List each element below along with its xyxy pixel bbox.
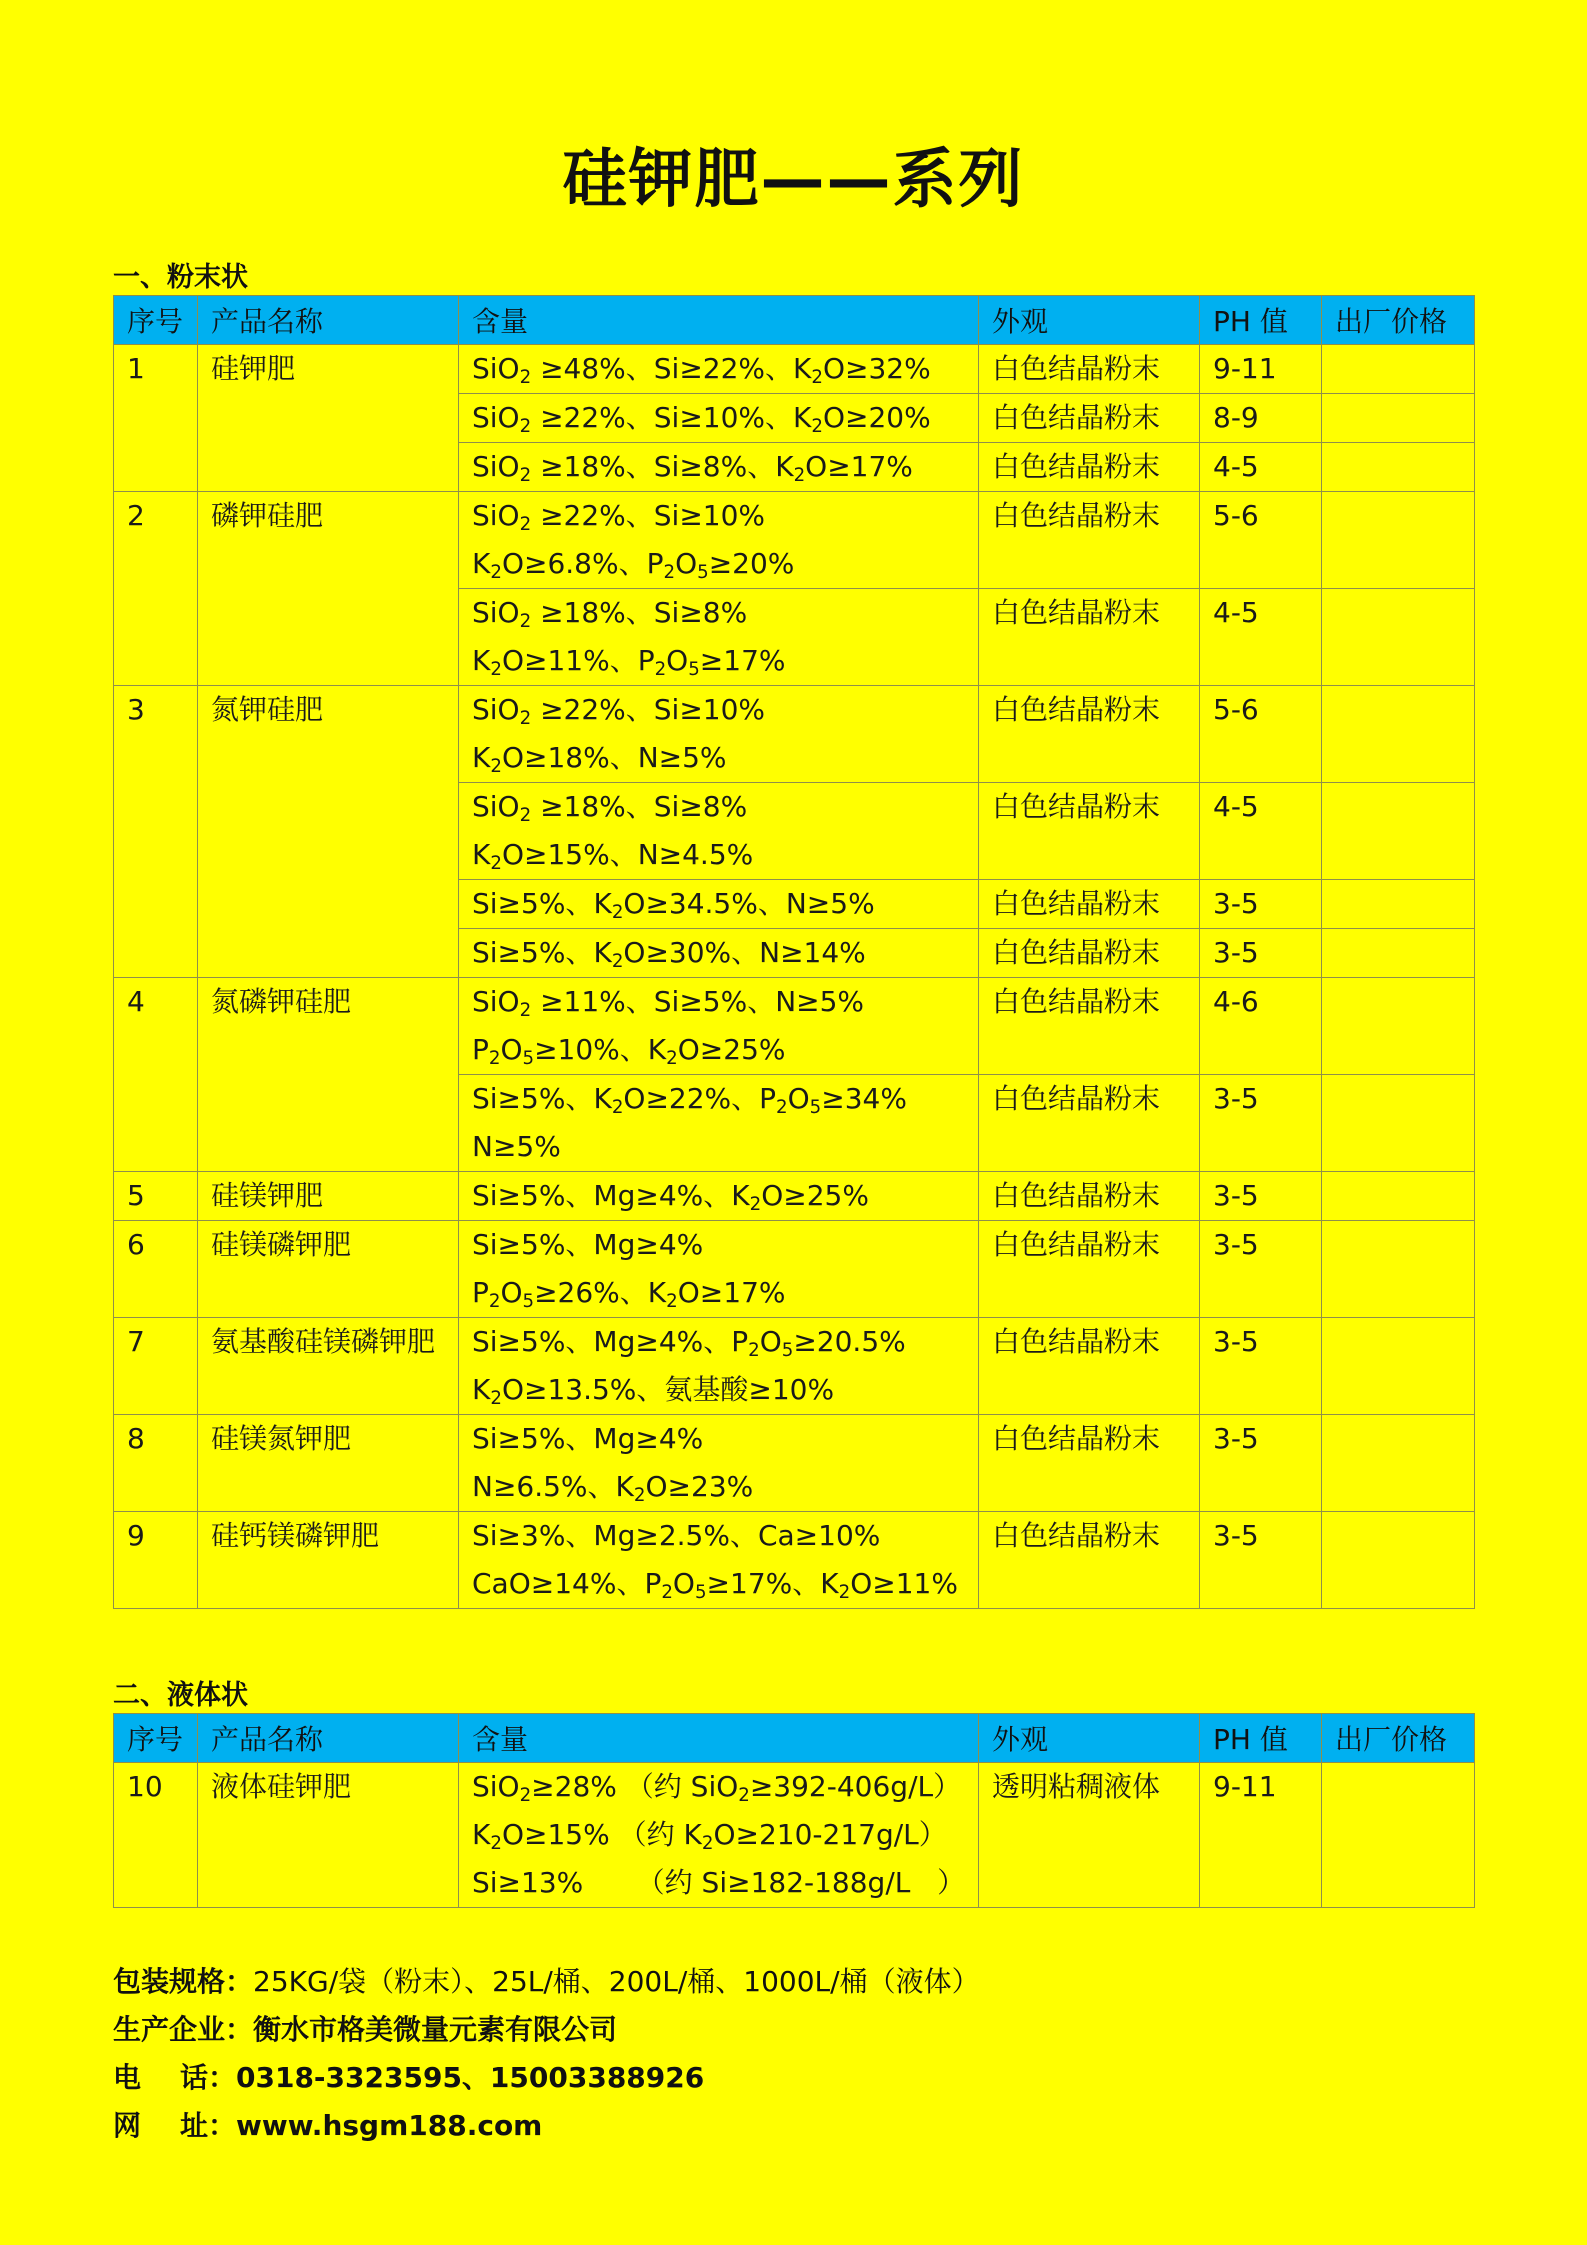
powder-products-table: [113, 295, 1475, 1609]
cell-ph: 8-9: [1200, 394, 1322, 443]
liquid-products-table: [113, 1713, 1475, 1908]
cell-product-name: 硅钾肥: [198, 345, 459, 492]
header-appearance: 外观: [979, 1714, 1200, 1763]
cell-price: [1322, 1221, 1475, 1318]
cell-appearance: 白色结晶粉末: [979, 880, 1200, 929]
header-product-name: 产品名称: [198, 296, 459, 345]
cell-content: Si≥5%、Mg≥4% $P_2O_5\ge 26\%$、$K_2O\ge 17\%$: [459, 1221, 979, 1318]
cell-price: [1322, 589, 1475, 686]
table-row: [114, 1512, 1475, 1609]
cell-price: [1322, 1415, 1475, 1512]
cell-ph: 3-5: [1200, 1415, 1322, 1512]
header-product-name: 产品名称: [198, 1714, 459, 1763]
company-label: 生产企业：: [113, 2013, 254, 2046]
cell-price: [1322, 978, 1475, 1075]
cell-ph: 5-6: [1200, 492, 1322, 589]
table-row: [114, 1415, 1475, 1512]
cell-ph: 5-6: [1200, 686, 1322, 783]
cell-price: [1322, 1172, 1475, 1221]
cell-product-name: 氮磷钾硅肥: [198, 978, 459, 1172]
cell-appearance: 白色结晶粉末: [979, 1318, 1200, 1415]
cell-content: Si≥5%、Mg≥4% N≥6.5%、$K_2O\ge 23\%$: [459, 1415, 979, 1512]
cell-ph: 3-5: [1200, 1172, 1322, 1221]
cell-product-name: 硅钙镁磷钾肥: [198, 1512, 459, 1609]
cell-price: [1322, 492, 1475, 589]
cell-appearance: 白色结晶粉末: [979, 929, 1200, 978]
cell-content: SiO$_2$≥28% （约 SiO$_2$≥392-406g/L） $K_2O\ge 15\%$ （约 $K_2O\ge 210-217g/L$） Si≥13% （约 Si≥182-188g/L ）: [459, 1763, 979, 1908]
cell-price: [1322, 345, 1475, 394]
phone-label: 电 话：: [113, 2061, 236, 2094]
cell-no: 1: [114, 345, 198, 492]
cell-product-name: 硅镁钾肥: [198, 1172, 459, 1221]
company-value: 衡水市格美微量元素有限公司: [253, 2013, 618, 2046]
footer-info: [113, 1958, 980, 2150]
section-heading-liquid: 二、液体状: [113, 1680, 248, 1711]
cell-appearance: 白色结晶粉末: [979, 686, 1200, 783]
cell-appearance: 白色结晶粉末: [979, 1075, 1200, 1172]
cell-product-name: 液体硅钾肥: [198, 1763, 459, 1908]
cell-content: Si≥5%、$K_2O\ge 30\%$、N≥14%: [459, 929, 979, 978]
cell-price: [1322, 880, 1475, 929]
cell-ph: 9-11: [1200, 345, 1322, 394]
cell-no: 7: [114, 1318, 198, 1415]
cell-ph: 3-5: [1200, 1318, 1322, 1415]
cell-price: [1322, 1318, 1475, 1415]
header-appearance: 外观: [979, 296, 1200, 345]
table-row: [114, 492, 1475, 589]
cell-appearance: 白色结晶粉末: [979, 978, 1200, 1075]
cell-product-name: 硅镁氮钾肥: [198, 1415, 459, 1512]
cell-appearance: 白色结晶粉末: [979, 443, 1200, 492]
header-ph: PH 值: [1200, 296, 1322, 345]
company-line: [113, 2006, 980, 2054]
phone-value: 0318-3323595、15003388926: [236, 2061, 705, 2094]
cell-no: 9: [114, 1512, 198, 1609]
section-heading-powder: 一、粉末状: [113, 262, 248, 293]
cell-product-name: 氮钾硅肥: [198, 686, 459, 978]
packaging-line: [113, 1958, 980, 2006]
cell-appearance: 白色结晶粉末: [979, 783, 1200, 880]
cell-content: Si≥5%、$K_2O\ge 34.5\%$、N≥5%: [459, 880, 979, 929]
cell-no: 4: [114, 978, 198, 1172]
cell-appearance: 白色结晶粉末: [979, 1512, 1200, 1609]
cell-price: [1322, 1075, 1475, 1172]
cell-price: [1322, 1512, 1475, 1609]
cell-content: SiO$_2$ ≥18%、Si≥8% $K_2O\ge 15\%$、N≥4.5%: [459, 783, 979, 880]
header-content: 含量: [459, 296, 979, 345]
cell-product-name: 磷钾硅肥: [198, 492, 459, 686]
cell-ph: 3-5: [1200, 929, 1322, 978]
cell-appearance: 白色结晶粉末: [979, 345, 1200, 394]
cell-appearance: 白色结晶粉末: [979, 394, 1200, 443]
website-link[interactable]: www.hsgm188.com: [236, 2109, 543, 2142]
cell-appearance: 白色结晶粉末: [979, 1172, 1200, 1221]
cell-appearance: 白色结晶粉末: [979, 1221, 1200, 1318]
header-content: 含量: [459, 1714, 979, 1763]
table-row: [114, 345, 1475, 394]
cell-product-name: 硅镁磷钾肥: [198, 1221, 459, 1318]
packaging-value: 25KG/袋（粉末）、25L/桶、200L/桶、1000L/桶（液体）: [253, 1965, 980, 1998]
cell-content: Si≥5%、$K_2O\ge 22\%$、$P_2O_5\ge 34\%$ N≥5%: [459, 1075, 979, 1172]
cell-price: [1322, 394, 1475, 443]
cell-content: SiO$_2$ ≥48%、Si≥22%、$K_2O\ge 32\%$: [459, 345, 979, 394]
cell-ph: 3-5: [1200, 1512, 1322, 1609]
cell-no: 3: [114, 686, 198, 978]
cell-ph: 3-5: [1200, 880, 1322, 929]
cell-ph: 4-6: [1200, 978, 1322, 1075]
table-header-row: [114, 1714, 1475, 1763]
cell-price: [1322, 443, 1475, 492]
cell-content: SiO$_2$ ≥22%、Si≥10% $K_2O\ge 18\%$、N≥5%: [459, 686, 979, 783]
cell-content: SiO$_2$ ≥22%、Si≥10% $K_2O\ge 6.8\%$、$P_2O_5\ge 20\%$: [459, 492, 979, 589]
header-price: 出厂价格: [1322, 296, 1475, 345]
cell-ph: 4-5: [1200, 443, 1322, 492]
cell-ph: 9-11: [1200, 1763, 1322, 1908]
cell-content: Si≥5%、Mg≥4%、$P_2O_5\ge 20.5\%$ $K_2O\ge 13.5\%$、氨基酸≥10%: [459, 1318, 979, 1415]
cell-no: 6: [114, 1221, 198, 1318]
table-row: [114, 1763, 1475, 1908]
cell-ph: 3-5: [1200, 1221, 1322, 1318]
cell-content: SiO$_2$ ≥11%、Si≥5%、N≥5% $P_2O_5\ge 10\%$、$K_2O\ge 25\%$: [459, 978, 979, 1075]
cell-ph: 4-5: [1200, 783, 1322, 880]
table-row: [114, 686, 1475, 783]
table-header-row: [114, 296, 1475, 345]
cell-price: [1322, 1763, 1475, 1908]
website-label: 网 址：: [113, 2109, 236, 2142]
cell-content: SiO$_2$ ≥18%、Si≥8%、$K_2O\ge 17\%$: [459, 443, 979, 492]
cell-content: Si≥3%、Mg≥2.5%、Ca≥10% CaO≥14%、$P_2O_5\ge 17\%$、$K_2O\ge 11\%$: [459, 1512, 979, 1609]
website-line: [113, 2102, 980, 2150]
table-row: [114, 1172, 1475, 1221]
cell-appearance: 白色结晶粉末: [979, 1415, 1200, 1512]
cell-price: [1322, 929, 1475, 978]
cell-no: 8: [114, 1415, 198, 1512]
page-title: 硅钾肥——系列: [562, 143, 1025, 217]
header-price: 出厂价格: [1322, 1714, 1475, 1763]
cell-price: [1322, 686, 1475, 783]
packaging-label: 包装规格：: [113, 1965, 254, 1998]
cell-no: 10: [114, 1763, 198, 1908]
header-no: 序号: [114, 296, 198, 345]
cell-no: 2: [114, 492, 198, 686]
header-ph: PH 值: [1200, 1714, 1322, 1763]
cell-no: 5: [114, 1172, 198, 1221]
cell-appearance: 白色结晶粉末: [979, 589, 1200, 686]
cell-ph: 4-5: [1200, 589, 1322, 686]
table-row: [114, 1221, 1475, 1318]
table-row: [114, 978, 1475, 1075]
cell-appearance: 白色结晶粉末: [979, 492, 1200, 589]
table-row: [114, 1318, 1475, 1415]
header-no: 序号: [114, 1714, 198, 1763]
cell-product-name: 氨基酸硅镁磷钾肥: [198, 1318, 459, 1415]
phone-line: [113, 2054, 980, 2102]
cell-appearance: 透明粘稠液体: [979, 1763, 1200, 1908]
cell-price: [1322, 783, 1475, 880]
cell-content: Si≥5%、Mg≥4%、$K_2O\ge 25\%$: [459, 1172, 979, 1221]
cell-content: SiO$_2$ ≥18%、Si≥8% $K_2O\ge 11\%$、$P_2O_5\ge 17\%$: [459, 589, 979, 686]
cell-content: SiO$_2$ ≥22%、Si≥10%、$K_2O\ge 20\%$: [459, 394, 979, 443]
cell-ph: 3-5: [1200, 1075, 1322, 1172]
